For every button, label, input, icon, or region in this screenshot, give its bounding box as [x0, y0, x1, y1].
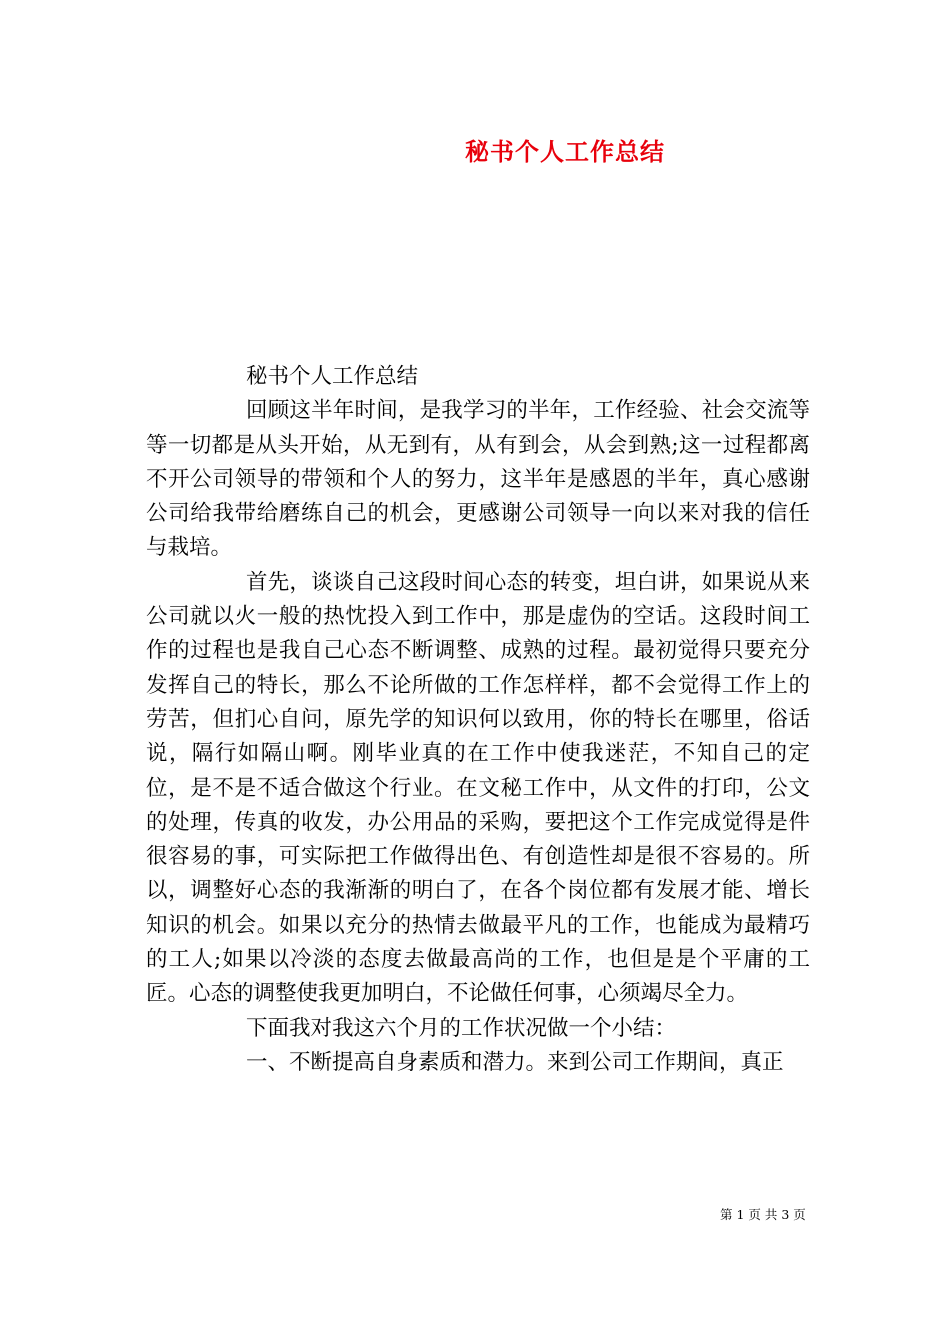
paragraph-summary-intro: 下面我对我这六个月的工作状况做一个小结：: [246, 1015, 677, 1041]
paragraph-section-one: 一、不断提高自身素质和潜力。来到公司工作期间，真正: [246, 1049, 784, 1075]
document-heading: 秘书个人工作总结: [246, 364, 419, 389]
page-title: 秘书个人工作总结: [465, 137, 665, 166]
page-number: 第 1 页 共 3 页: [720, 1207, 806, 1222]
paragraph-review: 回顾这半年时间，是我学习的半年，工作经验、社会交流等等一切都是从头开始，从无到有，从有到会，从会到熟;这一过程都离不开公司领导的带领和个人的努力，这半年是感恩的半年，真心感谢公司给我带给磨练自己的机会，更感谢公司领导一向以来对我的信任与栽培。: [146, 398, 810, 561]
document-body: [146, 360, 810, 1080]
paragraph-mindset: 首先，谈谈自己这段时间心态的转变，坦白讲，如果说从来公司就以火一般的热忱投入到工作中，那是虚伪的空话。这段时间工作的过程也是我自己心态不断调整、成熟的过程。最初觉得只要充分发挥自己的特长，那么不论所做的工作怎样样，都不会觉得工作上的劳苦，但扪心自问，原先学的知识何以致用，你的特长在哪里，俗话说，隔行如隔山啊。刚毕业真的在工作中使我迷茫，不知自己的定位，是不是不适合做这个行业。在文秘工作中，从文件的打印，公文的处理，传真的收发，办公用品的采购，要把这个工作完成觉得是件很容易的事，可实际把工作做得出色、有创造性却是很不容易的。所以，调整好心态的我渐渐的明白了，在各个岗位都有发展才能、增长知识的机会。如果以充分的热情去做最平凡的工作，也能成为最精巧的工人;如果以冷淡的态度去做最高尚的工作，也但是是个平庸的工匠。心态的调整使我更加明白，不论做任何事，心须竭尽全力。: [146, 569, 810, 1007]
